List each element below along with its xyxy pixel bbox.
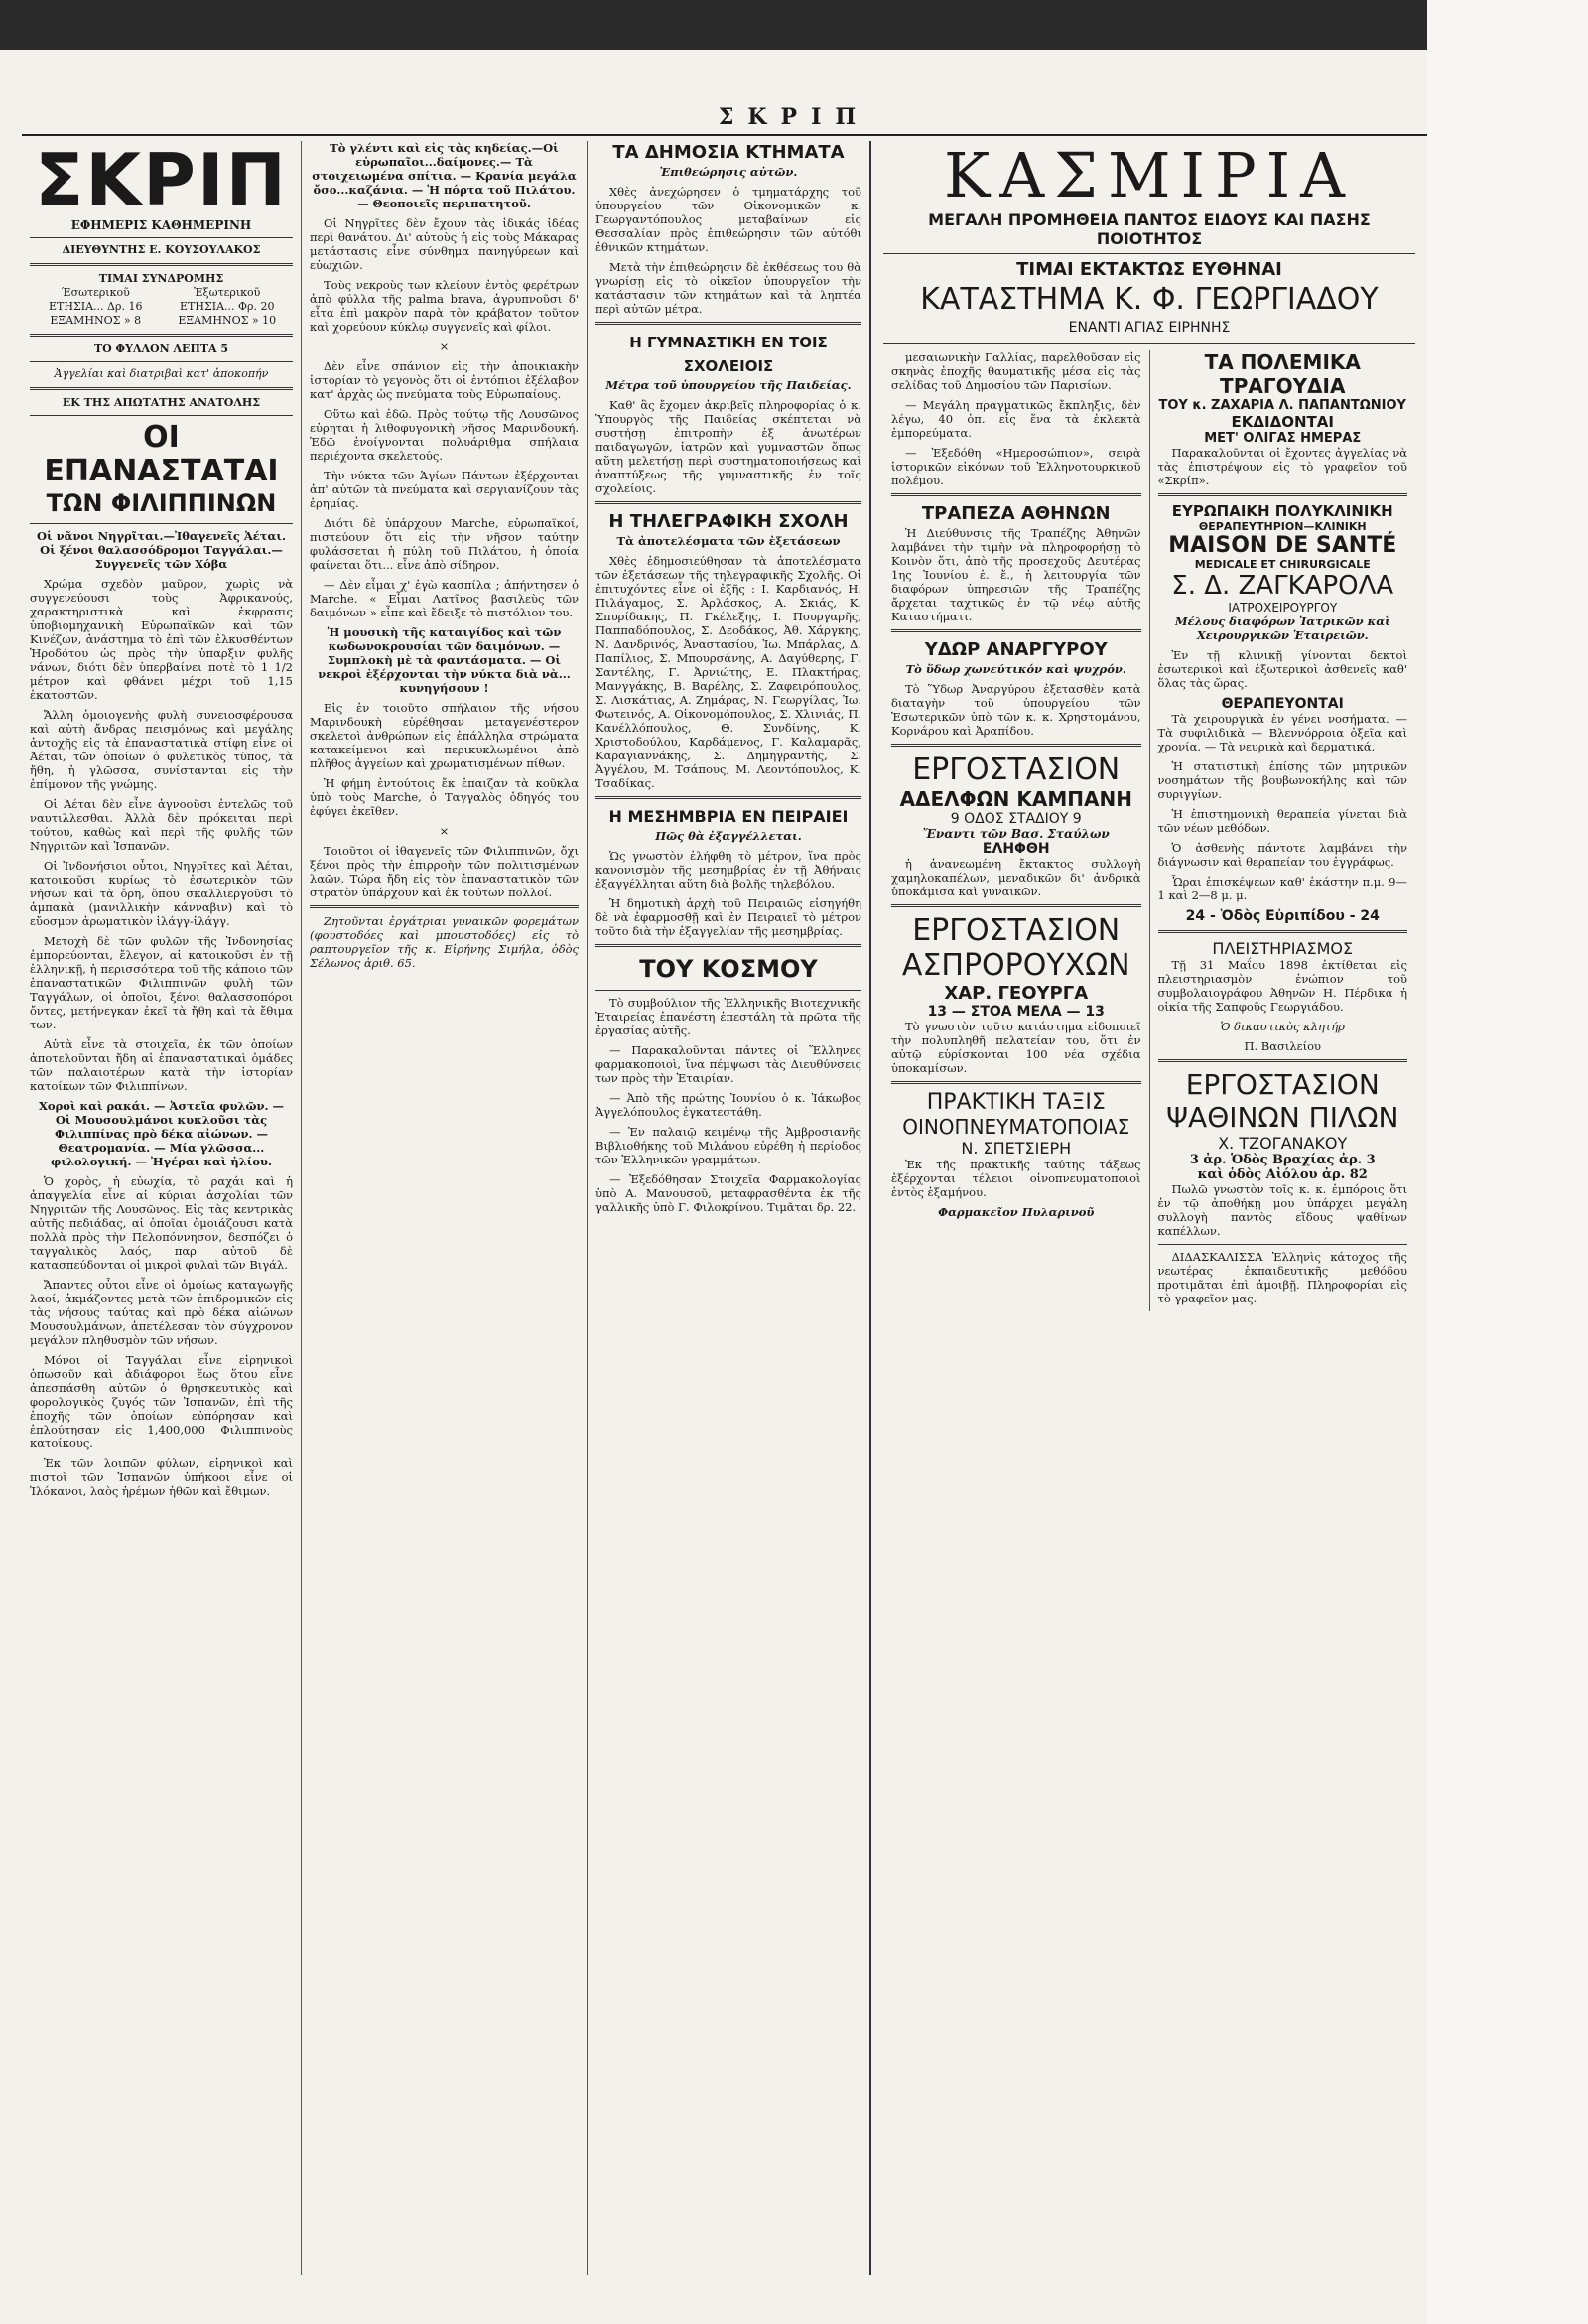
ad-heading: ΑΔΕΛΦΩΝ ΚΑΜΠΑΝΗ	[899, 787, 1132, 811]
ad-store-name: ΚΑΤΑΣΤΗΜΑ Κ. Φ. ΓΕΩΡΓΙΑΔΟΥ	[920, 282, 1379, 317]
subscription-foreign: Ἐξωτερικοῦ	[194, 286, 261, 299]
subscription-row1b: ΕΤΗΣΙΑ... Φρ. 20	[180, 300, 275, 313]
subscription-row2b: ΕΞΑΜΗΝΟΣ » 10	[178, 314, 277, 327]
subscription-row2: ΕΞΑΜΗΝΟΣ » 8	[50, 314, 142, 327]
ad-heading: ΤΡΑΠΕΖΑ ΑΘΗΝΩΝ	[921, 503, 1111, 524]
paragraph: Ἐκ τῶν λοιπῶν φύλων, εἰρηνικοὶ καὶ πιστοὶ τῶν Ἰσπανῶν ὑπήκοοι εἶνε οἱ Ἰλόκανοι, λαὸς ἡρέμων ἠθῶν καὶ ἔθιμων.	[30, 1456, 293, 1498]
ad-address: 3 ἀρ. Ὁδὸς Βραχίας ἀρ. 3	[1189, 1153, 1376, 1167]
paragraph: — Δὲν εἶμαι χ' ἐγὼ κασπίλα ; ἀπήντησεν ὁ Marche. « Εἶμαι Λατῖνος βασιλεὺς τῶν δαιμόνων » εἶπε καὶ ἔδειξε τὸ πιστόλιον του.	[310, 578, 579, 619]
paragraph: — Ἐξεδόθη «Ημεροσώπιον», σειρὰ ἱστορικῶν εἰκόνων τοῦ Ἑλληνοτουρκικοῦ πολέμου.	[891, 446, 1141, 487]
paragraph: Τὰ χειρουργικὰ ἐν γένει νοσήματα. — Τὰ συφιλιδικὰ — Βλεννόρροια ὀξεῖα καὶ χρονία. — Τὰ νευρικὰ καὶ δερματικά.	[1157, 712, 1407, 753]
paragraph: Ἐκ τῆς πρακτικῆς ταύτης τάξεως ἐξέρχονται τέλειοι οἰνοπνευματοποιοὶ ἐντὸς ἑξαμήνου.	[891, 1158, 1141, 1199]
ad-heading: ΠΛΕΙΣΤΗΡΙΑΣΜΟΣ	[1212, 939, 1354, 958]
paragraph: Ἄπαντες οὗτοι εἶνε οἱ ὁμοίως καταγωγῆς λαοί, ἀκμάζοντες μετὰ τῶν ἐπιδρομικῶν εἰς τὰς νήσους ταύτας καὶ πρὸ δέκα αἰώνων Μουσουλμάνων, ἀπετέλεσαν τὸν σύγχρονον μεγάλον πληθυσμὸν τῶν νήσων.	[30, 1278, 293, 1347]
paragraph: Τὸ συμβούλιον τῆς Ἑλληνικῆς Βιοτεχνικῆς Ἑταιρείας ἐπανέστη ἐπεστάλη τὰ πρῶτα τῆς ἐργασίας αὐτῆς.	[596, 996, 861, 1037]
paragraph: Τῇ 31 Μαΐου 1898 ἐκτίθεται εἰς πλειστηριασμὸν ἐνώπιον τοῦ συμβολαιογράφου Ἀθηνῶν Η. Πέρδικα ἡ οἰκία τῆς Σαπφοῦς Γεωργιάδου.	[1157, 958, 1407, 1014]
section-heading: Η ΜΕΣΗΜΒΡΙΑ ΕΝ ΠΕΙΡΑΙΕΙ	[608, 807, 849, 826]
section-subhead: Τὰ ἀποτελέσματα τῶν ἐξετάσεων	[616, 534, 841, 548]
classified-ad: Ζητοῦνται ἐργάτριαι γυναικῶν φορεμάτων (φουστοδόες καὶ μπουστοδόες) εἰς τὸ ραπτουργεῖον τῆς κ. Εἰρήνης Σιμήλα, ὁδὸς Σέλωνος ἀριθ. 65.	[310, 914, 579, 970]
ad-heading: ΤΟΥ κ. ΖΑΧΑΡΙΑ Λ. ΠΑΠΑΝΤΩΝΙΟΥ	[1158, 398, 1406, 413]
paragraph: Ἡ δημοτικὴ ἀρχὴ τοῦ Πειραιῶς εἰσηγήθη δὲ νὰ ἐφαρμοσθῇ καὶ ἐν Πειραιεῖ τὸ μέτρον τοῦτο διὰ τὴν ἐξαγγελίαν τῆς μεσημβρίας.	[596, 896, 861, 938]
paragraph: Χθὲς ἐδημοσιεύθησαν τὰ ἀποτελέσματα τῶν ἐξετάσεων τῆς τηλεγραφικῆς Σχολῆς. Οἱ ἐπιτυχόντες εἶνε οἱ ἑξῆς : Ι. Καρδιανός, Η. Πιλάγαμος, Σ. Ἀρλάσκος, Α. Σκιάς, Κ. Σπυρίδακης, Π. Γκέλεξης, Ι. Πουργαρῆς, Παππαδόπουλος, Σ. Δεοδάκος, Ἀθ. Χάργκης, Ν. Δανδρινός, Ἀναστασίου, Ἰω. Μπάρλας, Δ. Παπίλιος, Σ. Μπουρσάνης, Α. Δαγύθερης, Γ. Σαντέλης, Γ. Ἀρνιώτης, Ε. Πλακτήρας, Μανγγάκης, Β. Βαρέλης, Σ. Ζαφειρόπουλος, Σ. Λισκάτιας, Α. Ζημάρας, Ν. Γεωργίλας, Ἰω. Φωτεινός, Α. Οἰκονομόπουλος, Σ. Χλινιάς, Π. Κανέλλόπουλος, Θ. Συνδίνης, Κ. Χριστοδούλου, Καρδάμενος, Γ. Καλαμαρᾶς, Καραγιαννάκης, Σ. Δημηγραντῆς, Σ. Ἀγγέλου, Μ. Τσάπους, Μ. Λεοντόπουλος, Κ. Τσαδίκας.	[596, 554, 861, 790]
ad-heading: ΘΕΡΑΠΕΥΤΗΡΙΟΝ—ΚΛΙΝΙΚΗ	[1198, 520, 1367, 533]
section-heading: ΤΟΥ ΚΟΣΜΟΥ	[639, 955, 818, 983]
section-heading: Η ΓΥΜΝΑΣΤΙΚΗ ΕΝ ΤΟΙΣ ΣΧΟΛΕΙΟΙΣ	[629, 334, 828, 375]
paragraph: — Παρακαλοῦνται πάντες οἱ Ἕλληνες φαρμακοποιοὶ, ἵνα πέμψωσι τὰς Διευθύνσεις των πρὸς τὴν Ἑταιρίαν.	[596, 1043, 861, 1085]
paragraph: Μόνοι οἱ Ταγγάλαι εἶνε εἰρηνικοὶ ὁπωσοῦν καὶ ἀδιάφοροι ἕως ὅτου εἶνε ἀπεσπάσθη αὐτῶν ὁ θρησκευτικὸς καὶ φορολογικὸς ζυγός τῶν Ἰσπανῶν, ἐπὶ τῆς ἐποχῆς τῶν ὁποίων εὐπόρησαν καὶ ἐπλούτησαν εἰς 1,400,000 Φιλιππινοὺς κατοίκους.	[30, 1353, 293, 1450]
paragraph: — Μεγάλη πραγματικῶς ἔκπληξις, δὲν λέγω, 40 ὁπ. εἶς ἕνα τὰ ἐκλεκτὰ ἐμπορεύματα.	[891, 398, 1141, 440]
ad-subtitle: ΜΕΓΑΛΗ ΠΡΟΜΗΘΕΙΑ ΠΑΝΤΟΣ ΕΙΔΟΥΣ ΚΑΙ ΠΑΣΗΣ ΠΟΙΟΤΗΤΟΣ	[928, 210, 1371, 248]
paragraph: Αὐτὰ εἶνε τὰ στοιχεῖα, ἐκ τῶν ὁποίων ἀποτελοῦνται ἤδη αἱ ἐπαναστατικαὶ ὁμάδες τῶν παλαιοτέρων κατὰ τὴν ἱστορίαν κατοίκων τῶν Φιλιππίνων.	[30, 1037, 293, 1093]
paragraph: Μετὰ τὴν ἐπιθεώρησιν δὲ ἐκθέσεως του θὰ γνωρίσῃ εἰς τὸ οἰκεῖον ὑπουργεῖον τὴν κατάστασιν τῶν κτημάτων καὶ τὰ ληπτέα περὶ αὐτῶν μέτρα.	[596, 260, 861, 316]
subscription-domestic: Έσωτερικοῦ	[61, 286, 130, 299]
ads-section	[871, 141, 1427, 2275]
ad-heading: Χ. ΤΖΟΓΑΝΑΚΟΥ	[1218, 1134, 1348, 1153]
paragraph: Χρώμα σχεδὸν μαῦρον, χωρὶς νὰ συγγενεύουσι τοὺς Ἀφρικανούς, χαρακτηριστικὰ καὶ ἐκφρασις ὑποβιομηχανικὴ Εὐρωπαϊκῶν καὶ τῶν Κινέζων, ἀνάστημα τὸ ἐπὶ τῶν ἑλκυσθέντων Ἡροδότου ὡς πρὸς τὴν ὑπαρξιν φυλῆς νάνων, διότι δὲν ὑπερβαίνει ποτὲ τὸ 1 1/2 μέτρον καὶ φθάνει μέχρι τοῦ 1,15 ἑκατοστῶν.	[30, 577, 293, 702]
ad-heading: MEDICALE ET CHIRURGICALE	[1194, 558, 1371, 571]
paragraph: Οἱ Ἀέται δὲν εἶνε ἀγνοοῦσι ἐντελῶς τοῦ ναυτιλλεσθαι. Ἀλλὰ δὲν πρόκειται περὶ τούτου, καθὼς καὶ περὶ τῆς φυλῆς τῶν Νηγριτῶν καὶ Ἰσπανῶν.	[30, 797, 293, 853]
paragraph: — Ἐν παλαιῷ κειμένῳ τῆς Ἀμβροσιανῆς Βιβλιοθήκης τοῦ Μιλάνου εὑρέθη ἡ περίοδος τῶν Ἑλληνικῶν γραμμάτων.	[596, 1125, 861, 1166]
ad-title: ΚΑΣΜΙΡΙΑ	[944, 141, 1355, 211]
column-1	[22, 141, 302, 2275]
paragraph: Τὸ Ὕδωρ Ἀναργύρου ἐξετασθὲν κατὰ διαταγὴν τοῦ ὑπουργείου τῶν Ἐσωτερικῶν ὑπὸ τῶν κ. κ. Χρηστομάνου, Κορνάρου καὶ Ἀραπίδου.	[891, 682, 1141, 738]
ad-heading: ΘΕΡΑΠΕΥΟΝΤΑΙ	[1221, 696, 1344, 712]
paragraph: Ἡ Διεύθυνσις τῆς Τραπέζης Ἀθηνῶν λαμβάνει τὴν τιμὴν νὰ πληροφορήσῃ τὸ Κοινὸν ὅτι, ἀπὸ τῆς προσεχοῦς Δευτέρας 1ης Ἰουνίου ἐ. ἔ., ἡ λειτουργία τῶν διαφόρων ὑπηρεσιῶν τῆς Τραπέζης ἄρχεται ταχτικῶς ἐν τῷ νέῳ αὐτῆς Καταστήματι.	[891, 526, 1141, 623]
section-heading: ΤΑ ΔΗΜΟΣΙΑ ΚΤΗΜΑΤΑ	[612, 142, 845, 163]
paragraph: ἡ ἀνανεωμένη ἔκτακτος συλλογὴ χαμηλοκαπέλων, μεναδικῶν δι' ἀνδρικὰ ὑποκάμισα καὶ γυναικῶν.	[891, 857, 1141, 898]
ad-heading: ΕΡΓΟΣΤΑΣΙΟΝ	[912, 913, 1121, 948]
paragraph: Δὲν εἶνε σπάνιον εἰς τὴν ἀποικιακὴν ἱστορίαν τὸ γεγονὸς ὅτι οἱ ἐντόπιοι ἐξέλαβον κατ' ἀρχὰς ὡς πνεύματα τοὺς Εὐρωπαίους.	[310, 359, 579, 401]
ad-heading: ΤΑ ΠΟΛΕΜΙΚΑ ΤΡΑΓΟΥΔΙΑ	[1204, 350, 1361, 398]
paragraph: Ὡς γνωστὸν ἐλήφθη τὸ μέτρον, ἵνα πρὸς κανονισμὸν τῆς μεσημβρίας ἐν τῇ Ἀθήναις ἐξαγγέλληται αὕτη διὰ βολῆς τηλεβόλου.	[596, 849, 861, 890]
subscription-table	[30, 286, 293, 328]
ads-left	[883, 350, 1149, 1311]
paragraph: Εἰς ἐν τοιοῦτο σπήλαιον τῆς νήσου Μαρινδουκὴ εὑρέθησαν μεταγενέστερον σκελετοὶ ἀνθρώπων εἰς ἐπάλληλα στρώματα κατακείμενοι καὶ περικυκλωμένοι ἀπὸ πλῆθος ἀγγείων καὶ χρωματισμένων πίθων.	[310, 701, 579, 770]
ad-heading: ΕΥΡΩΠΑΙΚΗ ΠΟΛΥΚΛΙΝΙΚΗ	[1171, 502, 1393, 520]
ad-address: 9 ΟΔΟΣ ΣΤΑΔΙΟΥ 9	[950, 811, 1082, 827]
scan-top-band	[0, 0, 1588, 50]
section-subhead: Μέτρα τοῦ ὑπουργείου τῆς Παιδείας.	[605, 378, 852, 392]
ad-address: 24 - Ὁδὸς Εὐριπίδου - 24	[1185, 908, 1380, 924]
masthead-subtitle: ΕΦΗΜΕΡΙΣ ΚΑΘΗΜΕΡΙΝΗ	[70, 218, 252, 232]
paragraph: Ἡ στατιστικὴ ἐπίσης τῶν μητρικῶν νοσημάτων τῆς βουβωνοκήλης καὶ τῶν συριγγίων.	[1157, 759, 1407, 801]
ad-address: καὶ ὁδὸς Αἰόλου ἀρ. 82	[1197, 1167, 1368, 1182]
section-heading: Η ΤΗΛΕΓΡΑΦΙΚΗ ΣΧΟΛΗ	[608, 511, 849, 532]
section-subhead: Πῶς θὰ ἐξαγγέλλεται.	[655, 829, 802, 843]
masthead-title: ΣΚΡΙΠ	[35, 141, 288, 221]
section-mark: ×	[439, 340, 450, 353]
paragraph: Καθ' ἃς ἔχομεν ἀκριβεῖς πληροφορίας ὁ κ. Ὑπουργὸς τῆς Παιδείας σκέπτεται νὰ συστήσῃ ἐπιτροπὴν ἐξ ἀνωτέρων παιδαγωγῶν, ἰατρῶν καὶ γυμναστῶν ὅπως αὕτη μελετήσῃ περὶ συστηματοποιήσεως καὶ ἀναπτύξεως τῆς γυμναστικῆς ἐν τοῖς σχολείοις.	[596, 398, 861, 495]
ad-heading: ΟΙΝΟΠΝΕΥΜΑΤΟΠΟΙΑΣ	[902, 1115, 1130, 1139]
paragraph: Χθὲς ἀνεχώρησεν ὁ τμηματάρχης τοῦ ὑπουργείου τῶν Οἰκονομικῶν κ. Γεωργαντόπουλος μεταβαίνων εἰς Θεσσαλίαν πρὸς ἐπιθεώρησιν τῶν αὐτόθι ἐθνικῶν κτημάτων.	[596, 185, 861, 254]
ad-heading: ΕΡΓΟΣΤΑΣΙΟΝ	[1185, 1068, 1380, 1101]
ad-heading: ΙΑΤΡΟΧΕΙΡΟΥΡΓΟΥ	[1228, 601, 1338, 615]
ads-note: Ἀγγελίαι καὶ διατριβαὶ κατ' ἀποκοπήν	[54, 367, 269, 380]
paragraph: Τοὺς νεκροὺς των κλείουν ἐντὸς φερέτρων ἀπὸ φύλλα τῆς palma brava, ἀγρυπνοῦσι δ' εἶτα ἐπὶ μακρὸν παρὰ τὸν κράβατον τοῦτον καὶ χορεύουν κύκλῳ συγγενεῖς καὶ φίλοι.	[310, 278, 579, 334]
paragraph: Παρακαλοῦνται οἱ ἔχοντες ἀγγελίας νὰ τὰς ἐπιστρέψουν εἰς τὸ γραφεῖον τοῦ «Σκρίπ».	[1157, 446, 1407, 487]
paragraph: Ἄλλη ὁμοιογενὴς φυλὴ συνειοσφέρουσα καὶ αὐτὴ ἄνδρας πεισμόνως καὶ μεγάλης ἀντοχῆς εἰς τὰ ἐπαναστατικὰ στίφη εἶνε οἱ Ἀέται, τῶν ὁποίων ὁ φυλετικὸς τύπος, τὰ ἤθη, ἡ γλῶσσα, συνίστανται εἰς τὴν ἐπίμονον τῆς γνώμης.	[30, 708, 293, 791]
ad-heading: ΧΑΡ. ΓΕΟΥΡΓΑ	[944, 983, 1089, 1004]
ad-heading: Σ. Δ. ΖΑΓΚΑΡΟΛΑ	[1171, 571, 1394, 601]
issue-price: ΤΟ ΦΥΛΛΟΝ ΛΕΠΤΑ 5	[93, 342, 229, 355]
paragraph: Πωλῶ γνωστὸν τοῖς κ. κ. ἐμπόροις ὅτι ἐν τῷ ἀποθήκῃ μου ὑπάρχει μεγάλη συλλογὴ παντὸς εἴδους ψαθίνων καπέλλων.	[1157, 1182, 1407, 1238]
paragraph: Διότι δὲ ὑπάρχουν Marche, εὑρωπαϊκοί, πιστεύουν ὅτι εἰς τὴν νῆσον ταύτην φυλάσσεται ἡ πύλη τοῦ Πιλάτου, ἡ ὁποία φαίνεται ὅτι... εἶνε ἀπὸ σίδηρον.	[310, 516, 579, 572]
paragraph: μεσαιωνικὴν Γαλλίας, παρελθοῦσαν εἰς σκηνὰς ἐποχῆς θαυματικῆς μέσα εἰς τὰς σελίδας τοῦ Δημοσίου τῶν Παρισίων.	[891, 350, 1141, 392]
ad-store-address: ΕΝΑΝΤΙ ΑΓΙΑΣ ΕΙΡΗΝΗΣ	[1068, 320, 1231, 336]
masthead-director: ΔΙΕΥΘΥΝΤΗΣ Ε. ΚΟΥΣΟΥΛΑΚΟΣ	[62, 243, 261, 256]
ad-heading: ΕΚΔΙΔΟΝΤΑΙ	[1231, 413, 1334, 431]
running-title: ΣΚΡΙΠ	[718, 104, 870, 130]
article-subhead: Ἡ μουσικὴ τῆς καταιγίδος καὶ τῶν κωδωνοκρουσίαι τῶν δαιμόνων. — Συμπλοκὴ μὲ τὰ φαντάσματα. — Οἱ νεκροὶ ἐξέρχονται τὴν νύκτα διὰ νὰ... κυνηγήσουν !	[318, 625, 571, 695]
paragraph: ΔΙΔΑΣΚΑΛΙΣΣΑ Ἑλληνὶς κάτοχος τῆς νεωτέρας ἐκπαιδευτικῆς μεθόδου προτιμᾶται ἐπὶ ἀμοιβῇ. Πληροφορίαι εἰς τὸ γραφεῖον μας.	[1157, 1250, 1407, 1305]
ad-heading: Ν. ΣΠΕΤΣΙΕΡΗ	[961, 1139, 1072, 1158]
paragraph: — Ἐξεδόθησαν Στοιχεῖα Φαρμακολογίας ὑπὸ Α. Μανουσοῦ, μεταφρασθέντα ἐκ τῆς γαλλικῆς ὑπὸ Γ. Φιλοκρίνου. Τιμᾶται δρ. 22.	[596, 1172, 861, 1214]
article-title-2: ΤΩΝ ΦΙΛΙΠΠΙΝΩΝ	[46, 489, 277, 517]
column-2	[302, 141, 588, 2275]
ad-label: ΕΛΗΦΘΗ	[982, 841, 1050, 857]
ad-heading: MAISON DE SANTÉ	[1168, 533, 1397, 558]
article-title: ΟΙ ΕΠΑΝΑΣΤΑΤΑΙ	[44, 420, 279, 488]
paragraph: Οὕτω καὶ ἐδῶ. Πρὸς τούτῳ τῆς Λουσῶνος εὑρηται ἡ λιθοφυγονικὴ νῆσος Μαρινδουκή. Ἐδῶ ἐνοίγνονται πολυάριθμα σπήλαια περιέχοντα σκελετούς.	[310, 407, 579, 463]
ad-signature: Φαρμακεῖον Πυλαρινοῦ	[938, 1205, 1095, 1219]
ad-heading: ΥΔΩΡ ΑΝΑΡΓΥΡΟΥ	[924, 639, 1108, 660]
ad-signature: Π. Βασιλείου	[1244, 1039, 1322, 1053]
section-subhead: Ἐπιθεώρησις αὐτῶν.	[659, 165, 798, 179]
ad-signature: Ὁ δικαστικὸς κλητήρ	[1220, 1020, 1345, 1033]
ads-subcolumns	[883, 350, 1415, 1311]
ad-subhead: Τὸ ὕδωρ χωνεύτικόν καὶ ψυχρόν.	[905, 662, 1126, 676]
paragraph: Ἡ φήμη ἐντούτοις ἔκ ἐπαιζαν τὰ κοῦκλα ὑπὸ τοὺς Marche, ὁ Ταγγαλὸς ὁδηγός του ἐφύγει ἐκεῖθεν.	[310, 776, 579, 818]
paragraph: Τοιοῦτοι οἱ ἰθαγενεῖς τῶν Φιλιππινῶν, ὄχι ξένοι πρὸς τὴν ἐπιρροὴν τῶν πολιτισμένων λαῶν. Τώρα ἤδη εἰς τὸν ἐπαναστατικὸν τῶν στρατὸν ὑπάρχουν καὶ ἐκ τούτων πολλοί.	[310, 844, 579, 899]
ad-heading: ΑΣΠΡΟΡΟΥΧΩΝ	[901, 948, 1130, 983]
paragraph: — Ἀπὸ τῆς πρώτης Ἰουνίου ὁ κ. Ἰάκωβος Ἀγγελόπουλος ἐγκατεστάθη.	[596, 1091, 861, 1119]
paragraph: Τὸ γνωστὸν τοῦτο κατάστημα εἰδοποιεῖ τὴν πολυπληθῆ πελατείαν του, ὅτι ἐν αὐτῷ εὑρίσκονται 100 νέα σχέδια ὑποκαμίσων.	[891, 1020, 1141, 1075]
header-rule	[22, 134, 1427, 136]
paragraph: Ἡ ἐπιστημονικὴ θεραπεία γίνεται διὰ τῶν νέων μεθόδων.	[1157, 807, 1407, 835]
article-subhead: Χοροὶ καὶ ρακάι. — Ἀστεῖα φυλῶν. — Οἱ Μουσουλμάνοι κυκλοῦσι τὰς Φιλιππίνας πρὸ δέκα αἰώνων. — Θεατρομανία. — Μία γλῶσσα... φιλολογική. — Ἠγέραι καὶ ἡλίου.	[39, 1099, 284, 1168]
section-mark: ×	[439, 824, 450, 838]
ad-address: 13 — ΣΤΟΑ ΜΕΛΑ — 13	[927, 1004, 1105, 1020]
paragraph: Οἱ Νηγρῖτες δὲν ἔχουν τὰς ἰδικάς ἰδέας περὶ θανάτου. Δι' αὐτοὺς ἡ εἰς τοὺς Μάκαρας μετάστασις εἶνε σύνθημα πανηγύρεων καὶ εὐωχιῶν.	[310, 216, 579, 272]
ad-heading: ΨΑΘΙΝΩΝ ΠΙΛΩΝ	[1166, 1101, 1399, 1134]
paragraph: Ὁ χορὸς, ἡ εὐωχία, τὸ ραχάι καὶ ἡ ἀπαγγελία εἶνε αἱ κύριαι ἀσχολίαι τῶν Νηγριτῶν τῆς Λουσῶνος. Εἰς τὰς κεντρικὰς αὐτῆς πεδιάδας, αἱ ὁποῖαι ὁμοιάζουσι κατὰ πολλὰ πρὸς τὴν Πελοπόννησον, δεσπόζει ὁ ταγγαλικὸς λαός, παρ' αὐτοῦ δὲ κατασπεύδονται οἱ μικροὶ φυλαὶ τῶν Βιγάλ.	[30, 1174, 293, 1272]
page-margin	[1427, 0, 1588, 2324]
paragraph: Ὧραι ἐπισκέψεων καθ' ἑκάστην π.μ. 9—1 καὶ 2—8 μ. μ.	[1157, 875, 1407, 902]
paragraph: Μετοχὴ δὲ τῶν φυλῶν τῆς Ἰνδονησίας ἐμπορεύονται, ἔλεγον, αἱ κατοικοῦσι ἐν τῇ ἑλληνικῇ, ἡ περισσότερα τοῦ τῆς κάποιο τῶν ἐπαναστατικῶν Φιλιππινῶν φυλὴ τῶν Ταγγάλων, οἱ ὁποῖοι, ξένοι θαλασσοπόροι ὄντες, μετήνεγκαν ἐκεῖ τὰ ἤθη καὶ τὰ ἔθιμα των.	[30, 934, 293, 1031]
paragraph: Ὁ ἀσθενὴς πάντοτε λαμβάνει τὴν διάγνωσιν καὶ θεραπείαν του ἐγγράφως.	[1157, 841, 1407, 869]
paragraph: Τὴν νύκτα τῶν Ἁγίων Πάντων ἐξέρχονται ἀπ' αὐτῶν τὰ πνεύματα καὶ σεργιανίζουν τὰς ἐρημίας.	[310, 469, 579, 510]
ad-price-line: ΤΙΜΑΙ ΕΚΤΑΚΤΩΣ ΕΥΘΗΝΑΙ	[1016, 259, 1282, 280]
ads-right	[1149, 350, 1416, 1311]
ad-heading: ΜΕΤ' ΟΛΙΓΑΣ ΗΜΕΡΑΣ	[1204, 431, 1362, 446]
article-deck: Οἱ νᾶνοι Νηγρῖται.—Ἰθαγενεῖς Ἀέται. Οἱ ξένοι θαλασσόδρομοι Ταγγάλαι.—Συγγενεῖς τῶν Χόβα	[37, 529, 286, 571]
subscription-row1: ΕΤΗΣΙΑ... Δρ. 16	[49, 300, 143, 313]
ad-address: Ἔναντι τῶν Βασ. Σταύλων	[922, 827, 1110, 841]
paragraph: Μέλους διαφόρων Ἰατρικῶν καὶ Χειρουργικῶν Ἑταιρειῶν.	[1174, 615, 1390, 642]
column-3	[588, 141, 871, 2275]
subscription-heading: ΤΙΜΑΙ ΣΥΝΔΡΟΜΗΣ	[98, 272, 224, 285]
article-subhead: Τὸ γλέντι καὶ εἰς τὰς κηδείας.—Οἱ εὐρωπαῖοι...δαίμονες.— Τὰ στοιχειωμένα σπίτια. — Κρανία μεγάλα ὄσο...καζάνια. — Ἡ πόρτα τοῦ Πιλάτου. — Θεοποιεῖς περιπατητοῦ.	[312, 141, 577, 210]
paragraph: Οἱ Ἰνδονήσιοι οὗτοι, Νηγρῖτες καὶ Ἀέται, κατοικοῦσι κυρίως τὸ ἐσωτερικὸν τῶν νήσων καὶ τὰ ὄρη, ὅπου σκαλλιεργοῦσι τὸ ἀμπακὰ (μανιλλικὴν κάνναβιν) καὶ τὸ εὔοσμον ἀρωματικὸν ἰλάγγ-ἰλάγγ.	[30, 859, 293, 928]
ad-heading: ΕΡΓΟΣΤΑΣΙΟΝ	[912, 752, 1121, 787]
ad-heading: ΠΡΑΚΤΙΚΗ ΤΑΞΙΣ	[926, 1090, 1106, 1115]
paragraph: Ἐν τῇ κλινικῇ γίνονται δεκτοὶ ἐσωτερικοὶ καὶ ἐξωτερικοὶ ἀσθενεῖς καθ' ὅλας τὰς ὥρας.	[1157, 648, 1407, 690]
article-kicker: ΕΚ ΤΗΣ ΑΠΩΤΑΤΗΣ ΑΝΑΤΟΛΗΣ	[62, 396, 261, 409]
